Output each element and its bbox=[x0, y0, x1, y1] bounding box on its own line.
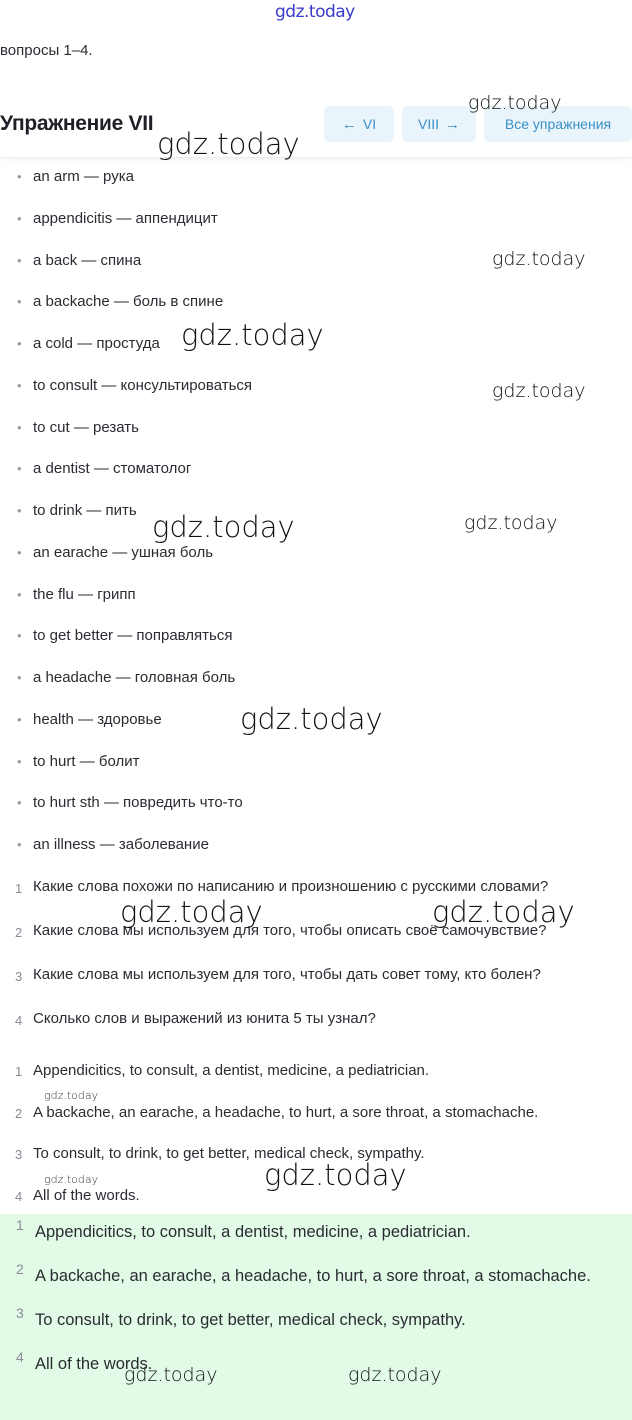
answers-list bbox=[0, 1062, 632, 1229]
vocab-entry: appendicitis — аппендицит bbox=[33, 209, 218, 227]
answer-item bbox=[0, 1214, 632, 1250]
answer-text: To consult, to drink, to get better, medical check, sympathy. bbox=[33, 1145, 425, 1163]
vocab-entry: a cold — простуда bbox=[33, 335, 160, 352]
vocab-entry: a dentist — стоматолог bbox=[33, 460, 192, 478]
answer-number: 1 bbox=[15, 1064, 23, 1079]
page-title: Упражнение VII bbox=[0, 112, 154, 135]
bullet-icon: • bbox=[17, 419, 22, 435]
bullet-icon: • bbox=[17, 336, 22, 351]
prev-exercise-button[interactable] bbox=[324, 106, 394, 142]
watermark: gdz.today bbox=[152, 510, 295, 544]
vocab-entry: a headache — головная боль bbox=[33, 669, 236, 686]
list-item bbox=[0, 210, 632, 252]
watermark: gdz.today bbox=[464, 512, 558, 534]
bullet-icon: • bbox=[17, 461, 22, 477]
bullet-icon: • bbox=[17, 711, 22, 727]
question-number: 4 bbox=[15, 1013, 23, 1028]
watermark: gdz.today bbox=[44, 1089, 99, 1102]
watermark: gdz.today bbox=[44, 1173, 99, 1186]
vocab-entry: a back — спина bbox=[33, 251, 142, 269]
answer-text: All of the words. bbox=[35, 1355, 153, 1373]
question-text: Какие слова мы используем для того, чтобы дать совет тому, кто болен? bbox=[33, 966, 541, 983]
question-item bbox=[0, 958, 632, 994]
vocab-entry: an earache — ушная боль bbox=[33, 543, 214, 561]
answer-item bbox=[0, 1346, 632, 1382]
answer-number: 1 bbox=[16, 1217, 24, 1233]
question-item bbox=[0, 1002, 632, 1038]
vocab-entry: to cut — резать bbox=[33, 418, 139, 436]
answer-number: 4 bbox=[16, 1349, 24, 1365]
list-item bbox=[0, 627, 632, 669]
vocab-entry: to drink — пить bbox=[33, 502, 137, 519]
list-item bbox=[0, 794, 632, 836]
answer-text: A backache, an earache, a headache, to hurt, a sore throat, a stomachache. bbox=[33, 1103, 539, 1121]
vocab-entry: an illness — заболевание bbox=[33, 836, 209, 853]
next-exercise-button[interactable] bbox=[402, 106, 476, 142]
bullet-icon: • bbox=[17, 586, 22, 602]
vocab-entry: the flu — грипп bbox=[33, 585, 136, 603]
list-item bbox=[0, 419, 632, 461]
answer-number: 2 bbox=[15, 1105, 23, 1121]
question-number: 3 bbox=[15, 969, 23, 984]
bullet-icon: • bbox=[17, 503, 22, 518]
answer-item bbox=[0, 1302, 632, 1338]
question-text: Какие слова похожи по написанию и произношению с русскими словами? bbox=[33, 878, 549, 895]
watermark: gdz.today bbox=[264, 1158, 407, 1192]
bullet-icon: • bbox=[17, 294, 22, 310]
answer-text: Appendicitics, to consult, a dentist, medicine, a pediatrician. bbox=[33, 1062, 430, 1079]
watermark: gdz.today bbox=[157, 127, 300, 161]
question-number: 1 bbox=[15, 881, 23, 896]
answer-text: Appendicitics, to consult, a dentist, medicine, a pediatrician. bbox=[35, 1223, 471, 1241]
vocab-entry: to get better — поправляться bbox=[33, 627, 233, 645]
list-item bbox=[0, 544, 632, 586]
answer-item bbox=[0, 1104, 632, 1146]
question-number: 2 bbox=[15, 925, 23, 940]
bullet-icon: • bbox=[17, 252, 22, 268]
vocab-entry: a backache — боль в спине bbox=[33, 293, 224, 311]
vocab-entry: to hurt — болит bbox=[33, 752, 140, 770]
vocab-entry: an arm — рука bbox=[33, 168, 134, 185]
answer-number: 3 bbox=[15, 1147, 23, 1163]
top-watermark: gdz.today bbox=[275, 2, 355, 22]
answer-text: All of the words. bbox=[33, 1187, 140, 1205]
prev-exercise-label: VI bbox=[362, 116, 377, 132]
bullet-icon: • bbox=[17, 753, 22, 769]
watermark: gdz.today bbox=[468, 92, 562, 114]
list-item bbox=[0, 168, 632, 210]
bullet-icon: • bbox=[17, 210, 22, 226]
answer-number: 4 bbox=[15, 1189, 23, 1205]
bullet-icon: • bbox=[17, 377, 22, 393]
arrow-right-icon: → bbox=[445, 115, 460, 133]
answer-number: 3 bbox=[16, 1305, 24, 1321]
question-text: Сколько слов и выражений из юнита 5 ты узнал? bbox=[33, 1010, 376, 1027]
answer-text: To consult, to drink, to get better, medical check, sympathy. bbox=[35, 1311, 466, 1329]
list-item bbox=[0, 460, 632, 502]
bullet-icon: • bbox=[17, 837, 22, 852]
watermark: gdz.today bbox=[181, 318, 324, 352]
bullet-icon: • bbox=[17, 628, 22, 644]
bullet-icon: • bbox=[17, 544, 22, 560]
vocab-entry: to hurt sth — повредить что-то bbox=[33, 794, 243, 812]
watermark: gdz.today bbox=[348, 1364, 442, 1386]
watermark: gdz.today bbox=[240, 702, 383, 736]
vocab-entry: to consult — консультироваться bbox=[33, 376, 253, 394]
question-text: Какие слова мы используем для того, чтобы описать своё самочувствие? bbox=[33, 922, 547, 939]
watermark: gdz.today bbox=[120, 895, 263, 929]
answer-number: 2 bbox=[16, 1261, 24, 1277]
watermark: gdz.today bbox=[492, 248, 586, 270]
bullet-icon: • bbox=[17, 169, 22, 184]
next-exercise-label: VIII bbox=[417, 116, 439, 132]
highlighted-answer-block bbox=[0, 1214, 632, 1420]
bullet-icon: • bbox=[17, 670, 22, 685]
arrow-left-icon: ← bbox=[341, 115, 357, 133]
list-item bbox=[0, 586, 632, 628]
bullet-icon: • bbox=[17, 795, 22, 811]
list-item bbox=[0, 753, 632, 795]
watermark: gdz.today bbox=[124, 1364, 218, 1386]
answer-item bbox=[0, 1258, 632, 1294]
vocab-entry: health — здоровье bbox=[33, 710, 162, 728]
intro-text: вопросы 1–4. bbox=[0, 42, 93, 59]
all-exercises-label: Все упражнения bbox=[504, 116, 612, 132]
watermark: gdz.today bbox=[492, 380, 586, 402]
watermark: gdz.today bbox=[432, 895, 575, 929]
answer-text: A backache, an earache, a headache, to hurt, a sore throat, a stomachache. bbox=[35, 1267, 591, 1285]
